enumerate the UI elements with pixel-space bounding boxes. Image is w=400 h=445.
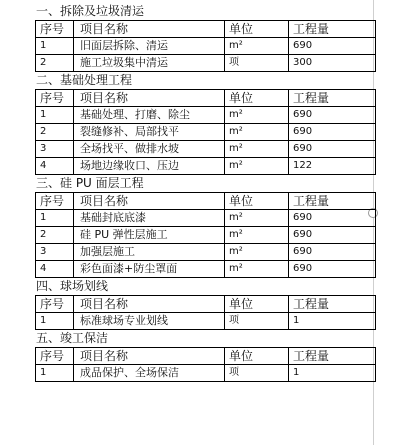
header-name: 项目名称 <box>74 348 225 365</box>
table-row <box>36 244 376 261</box>
table-row <box>36 365 376 382</box>
header-no: 序号 <box>36 193 74 210</box>
section-table <box>35 295 376 330</box>
table-row <box>36 210 376 227</box>
header-qty: 工程量 <box>289 296 376 313</box>
table-row <box>36 313 376 330</box>
cell-no: 1 <box>36 313 74 330</box>
cell-unit: 项 <box>225 313 289 330</box>
cell-qty: 122 <box>289 158 376 175</box>
cell-unit: m² <box>225 227 289 244</box>
sections-container <box>35 3 375 382</box>
cell-unit: m² <box>225 261 289 278</box>
header-no: 序号 <box>36 90 74 107</box>
header-qty: 工程量 <box>289 21 376 38</box>
header-name: 项目名称 <box>74 90 225 107</box>
table-header-row <box>36 90 376 107</box>
table-header-row <box>36 193 376 210</box>
cell-unit: m² <box>225 244 289 261</box>
cell-qty: 690 <box>289 38 376 55</box>
section-title: 二、基础处理工程 <box>36 73 133 87</box>
cell-name: 场地边缘收口、压边 <box>74 158 225 175</box>
section-table <box>35 20 376 72</box>
table-header-row <box>36 296 376 313</box>
cell-unit: m² <box>225 210 289 227</box>
cell-no: 2 <box>36 55 74 72</box>
cell-name: 成品保护、全场保洁 <box>74 365 225 382</box>
table-header-row <box>36 348 376 365</box>
cell-name: 标准球场专业划线 <box>74 313 225 330</box>
section-table <box>35 192 376 278</box>
header-qty: 工程量 <box>289 90 376 107</box>
section-table <box>35 347 376 382</box>
cell-qty: 690 <box>289 141 376 158</box>
cell-name: 全场找平、做排水坡 <box>74 141 225 158</box>
cell-no: 2 <box>36 227 74 244</box>
section-table <box>35 89 376 175</box>
cell-unit: m² <box>225 158 289 175</box>
table-row <box>36 141 376 158</box>
header-unit: 单位 <box>225 21 289 38</box>
cell-no: 1 <box>36 210 74 227</box>
cell-qty: 1 <box>289 365 376 382</box>
table-header-row <box>36 21 376 38</box>
cell-no: 4 <box>36 158 74 175</box>
header-unit: 单位 <box>225 90 289 107</box>
cell-qty: 690 <box>289 124 376 141</box>
cell-unit: m² <box>225 141 289 158</box>
section-title: 五、竣工保洁 <box>36 331 109 345</box>
cell-no: 2 <box>36 124 74 141</box>
cell-no: 3 <box>36 244 74 261</box>
header-qty: 工程量 <box>289 193 376 210</box>
cell-name: 旧面层拆除、清运 <box>74 38 225 55</box>
cell-name: 施工垃圾集中清运 <box>74 55 225 72</box>
header-name: 项目名称 <box>74 21 225 38</box>
table-row <box>36 227 376 244</box>
cell-unit: 项 <box>225 365 289 382</box>
section-title: 三、硅 PU 面层工程 <box>36 176 144 190</box>
header-qty: 工程量 <box>289 348 376 365</box>
header-unit: 单位 <box>225 296 289 313</box>
header-no: 序号 <box>36 348 74 365</box>
cell-unit: m² <box>225 107 289 124</box>
cell-unit: m² <box>225 124 289 141</box>
cell-name: 彩色面漆+防尘罩面 <box>74 261 225 278</box>
table-row <box>36 158 376 175</box>
header-no: 序号 <box>36 296 74 313</box>
cell-name: 裂缝修补、局部找平 <box>74 124 225 141</box>
cell-name: 硅 PU 弹性层施工 <box>74 227 225 244</box>
cell-name: 基础封底底漆 <box>74 210 225 227</box>
section-title: 四、球场划线 <box>36 279 109 293</box>
table-row <box>36 55 376 72</box>
table-row <box>36 107 376 124</box>
cell-no: 1 <box>36 365 74 382</box>
cell-qty: 690 <box>289 227 376 244</box>
cell-no: 4 <box>36 261 74 278</box>
cell-unit: 项 <box>225 55 289 72</box>
header-unit: 单位 <box>225 193 289 210</box>
cell-name: 基础处理、打磨、除尘 <box>74 107 225 124</box>
cell-no: 3 <box>36 141 74 158</box>
table-row <box>36 124 376 141</box>
header-unit: 单位 <box>225 348 289 365</box>
header-name: 项目名称 <box>74 193 225 210</box>
header-no: 序号 <box>36 21 74 38</box>
section-title: 一、拆除及垃圾清运 <box>36 4 145 18</box>
table-row <box>36 261 376 278</box>
cell-no: 1 <box>36 107 74 124</box>
header-name: 项目名称 <box>74 296 225 313</box>
cell-qty: 1 <box>289 313 376 330</box>
cell-unit: m² <box>225 38 289 55</box>
cell-qty: 690 <box>289 244 376 261</box>
cell-no: 1 <box>36 38 74 55</box>
cell-qty: 690 <box>289 210 376 227</box>
table-row <box>36 38 376 55</box>
cell-qty: 690 <box>289 107 376 124</box>
cell-qty: 690 <box>289 261 376 278</box>
cell-qty: 300 <box>289 55 376 72</box>
cell-name: 加强层施工 <box>74 244 225 261</box>
